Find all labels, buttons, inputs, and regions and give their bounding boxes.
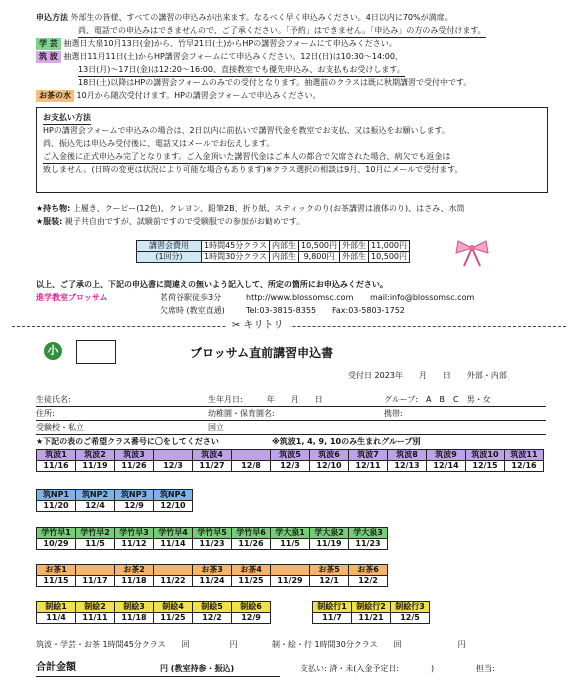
- fee-type: 外部生: [340, 241, 369, 252]
- class-date[interactable]: 12/9: [232, 613, 271, 624]
- class-date[interactable]: 12/10: [310, 461, 349, 472]
- tsukuba-row: [36, 51, 403, 63]
- class-date[interactable]: 12/15: [466, 461, 505, 472]
- class-header[interactable]: お茶5: [310, 565, 349, 576]
- school-url[interactable]: http://www.blossomsc.com: [246, 293, 354, 302]
- class-date[interactable]: 12/8: [232, 461, 271, 472]
- class-header[interactable]: 学大泉3: [349, 528, 388, 539]
- total-line-2: 制・絵・行 1時間30分クラス 回 円: [272, 640, 466, 649]
- dress-row: [36, 216, 304, 228]
- class-date[interactable]: 12/16: [505, 461, 544, 472]
- sum-underline: [36, 676, 280, 677]
- class-date[interactable]: 11/5: [271, 539, 310, 550]
- payment-line-4: 致しません。(日時の変更は状況により可能な場合もあります)※クラス選択の相談は9月、10月にメールで受付ます。: [43, 165, 463, 174]
- ochanomizu-row: [36, 90, 321, 102]
- divider: [36, 420, 546, 421]
- school-tel: Tel:03-3815-8355: [246, 306, 317, 315]
- class-date[interactable]: 11/18: [115, 613, 154, 624]
- class-header[interactable]: お茶6: [349, 565, 388, 576]
- ocha-table: [36, 564, 388, 587]
- tsukuba-text-3: 18日(土)以降はHPの講習会フォームのみでの受付となります。抽選前のクラスは既に秋期講習で受付中です。: [78, 78, 472, 87]
- method-text: 外部生の皆様、すべての講習の申込みが出来ます。なるべく早く申込みください。4日以内に70%が満席。: [70, 13, 453, 22]
- class-date[interactable]: 11/24: [193, 576, 232, 587]
- school-name: 進学教室ブロッサム: [36, 293, 108, 302]
- class-header[interactable]: お茶1: [37, 565, 76, 576]
- payment-line-1: HPの講習会フォームで申込みの場合は、2日以内に前払いで講習代金を教室でお支払、又は振込をお願いします。: [43, 126, 450, 135]
- exam-school-label: 受験校・私立: [36, 423, 84, 432]
- school-field-label: 幼稚園・保育園名:: [208, 409, 275, 418]
- class-date[interactable]: 12/4: [76, 501, 115, 512]
- ochanomizu-tag: お茶の水: [36, 90, 74, 102]
- class-date[interactable]: 12/2: [349, 576, 388, 587]
- fee-type: 内部生: [270, 241, 299, 252]
- class-header[interactable]: 学大泉2: [310, 528, 349, 539]
- absence-label: 欠席時 (教室直通): [160, 306, 225, 315]
- class-header[interactable]: 学大泉1: [271, 528, 310, 539]
- class-header[interactable]: 筑NP4: [154, 490, 193, 501]
- tsukuba-table: [36, 449, 544, 472]
- seikai-table: [36, 601, 271, 624]
- class-header[interactable]: 筑波7: [349, 450, 388, 461]
- class-header[interactable]: 学竹早3: [115, 528, 154, 539]
- class-header[interactable]: 学竹早1: [37, 528, 76, 539]
- class-date[interactable]: 11/19: [76, 461, 115, 472]
- class-header[interactable]: 制絵6: [232, 602, 271, 613]
- form-number-box[interactable]: [76, 340, 116, 364]
- class-header[interactable]: 制絵3: [115, 602, 154, 613]
- class-header[interactable]: 制絵2: [76, 602, 115, 613]
- payment-box: [36, 107, 548, 193]
- gakugei-tag: 学 芸: [36, 38, 61, 50]
- class-header[interactable]: 筑NP2: [76, 490, 115, 501]
- class-date[interactable]: 12/10: [154, 501, 193, 512]
- class-header[interactable]: 筑波9: [427, 450, 466, 461]
- payment-line-3: ご入金後に正式申込み完了となります。ご入金頂いた講習代金はご本人の都合で欠席された場合、病欠でも返金は: [43, 151, 450, 164]
- fee-value: 10,500円: [299, 241, 340, 252]
- fee-header-sub: (1回分): [137, 252, 202, 263]
- info-line-1: [36, 12, 453, 24]
- class-header[interactable]: 筑NP1: [37, 490, 76, 501]
- class-date[interactable]: 11/26: [115, 461, 154, 472]
- fee-value: 11,000円: [369, 241, 410, 252]
- ochanomizu-text: 10月から随次受付けます。HPの講習会フォームで申込みください。: [76, 91, 321, 100]
- class-header[interactable]: 筑波4: [193, 450, 232, 461]
- class-header[interactable]: お茶4: [232, 565, 271, 576]
- fee-class: 1時間45分クラス: [202, 241, 270, 252]
- grade-badge: 小: [44, 342, 62, 360]
- divider: [36, 434, 546, 435]
- class-header[interactable]: 学竹早2: [76, 528, 115, 539]
- fee-type: 内部生: [270, 252, 299, 263]
- tsukuba-tag: 筑 波: [36, 51, 61, 63]
- class-date[interactable]: 12/1: [310, 576, 349, 587]
- class-date[interactable]: 12/14: [427, 461, 466, 472]
- group-label: グループ: A B C 男・女: [384, 395, 491, 404]
- class-date[interactable]: 11/4: [37, 613, 76, 624]
- class-header[interactable]: 筑波10: [466, 450, 505, 461]
- gakugei-text: 抽選日大泉10月13日(金)から、竹早21日(土)からHPの講習会フォームにて申込みください。: [63, 39, 397, 48]
- class-date[interactable]: 11/21: [352, 613, 391, 624]
- ribbon-icon: [452, 238, 492, 268]
- class-header[interactable]: 制絵5: [193, 602, 232, 613]
- total-line-1: 筑波・学芸・お茶 1時間45分クラス 回 円: [36, 640, 238, 649]
- class-date[interactable]: 11/25: [232, 576, 271, 587]
- class-header[interactable]: 制絵1: [37, 602, 76, 613]
- class-header[interactable]: [232, 450, 271, 461]
- payment-line-2: 尚、振込先は申込み受付後に、電話又はメールでお伝えします。: [43, 139, 275, 148]
- tsukuba-text-2: 13日(月)～17日(金)は12:20～16:00、直接教室でも優先申込み、お支払もお受けします。: [78, 64, 405, 77]
- class-date[interactable]: 11/25: [154, 613, 193, 624]
- divider: [36, 406, 546, 407]
- class-date[interactable]: 10/29: [37, 539, 76, 550]
- gakugei-row: [36, 38, 397, 50]
- class-header[interactable]: [154, 450, 193, 461]
- class-date[interactable]: 11/11: [76, 613, 115, 624]
- class-date[interactable]: 12/11: [349, 461, 388, 472]
- instruction-note: ※筑波1, 4, 9, 10のみ生まれグループ別: [272, 437, 421, 446]
- fee-value: 9,800円: [299, 252, 340, 263]
- class-header[interactable]: 制絵4: [154, 602, 193, 613]
- class-date[interactable]: 11/29: [271, 576, 310, 587]
- class-date[interactable]: 11/5: [76, 539, 115, 550]
- class-header[interactable]: 筑波5: [271, 450, 310, 461]
- class-header[interactable]: 制絵行2: [352, 602, 391, 613]
- class-header[interactable]: 学竹早4: [154, 528, 193, 539]
- class-date[interactable]: 11/16: [37, 461, 76, 472]
- class-header[interactable]: [271, 565, 310, 576]
- receipt-date: 受付日 2023年 月 日 外部・内部: [348, 371, 507, 380]
- class-header[interactable]: 筑波3: [115, 450, 154, 461]
- class-header[interactable]: 制絵行1: [313, 602, 352, 613]
- fee-header: 講習会費用: [137, 241, 202, 252]
- class-header[interactable]: [154, 565, 193, 576]
- seikaigyo-table: [312, 601, 430, 624]
- bring-text: 上履き、クーピー(12色)、クレヨン、鉛筆2B、折り紙、スティックのり(お茶講習は液体のり)、はさみ、水筒: [72, 204, 465, 213]
- class-date[interactable]: 11/20: [37, 501, 76, 512]
- school-station: 茗荷谷駅徒歩3分: [160, 293, 222, 302]
- info-line-2: 尚、電話での申込みはできませんので、ご了承ください。「予約」はできません。「申込み」の方のみ受付けます。: [78, 25, 486, 38]
- class-date[interactable]: 11/22: [154, 576, 193, 587]
- dress-text: 親子共自由ですが、試験前ですので受験服での参加がお勧めです。: [64, 217, 305, 226]
- national-label: 国立: [208, 423, 224, 432]
- bring-label: ★持ち物:: [36, 204, 71, 213]
- class-header[interactable]: 筑波8: [388, 450, 427, 461]
- class-date[interactable]: 11/26: [232, 539, 271, 550]
- class-header[interactable]: 筑波6: [310, 450, 349, 461]
- method-label: 申込方法: [36, 13, 68, 22]
- class-header[interactable]: お茶3: [193, 565, 232, 576]
- class-date[interactable]: 11/27: [193, 461, 232, 472]
- class-date[interactable]: 12/13: [388, 461, 427, 472]
- class-header[interactable]: 制絵行3: [391, 602, 430, 613]
- class-date[interactable]: 11/17: [76, 576, 115, 587]
- np-table: [36, 489, 193, 512]
- payment-title: お支払い方法: [43, 112, 91, 125]
- class-date[interactable]: 12/3: [271, 461, 310, 472]
- class-header[interactable]: 筑波1: [37, 450, 76, 461]
- class-date[interactable]: 11/19: [310, 539, 349, 550]
- sum-suffix: 円 (教室持参・振込): [160, 664, 235, 673]
- fee-type: 外部生: [340, 252, 369, 263]
- class-header[interactable]: お茶2: [115, 565, 154, 576]
- note-line: 以上、ご了承の上、下記の申込書に間違えの無いよう記入して、所定の箇所にお申込みください。: [36, 280, 388, 289]
- class-date[interactable]: 12/9: [115, 501, 154, 512]
- gakugei-table: [36, 527, 388, 550]
- class-date[interactable]: 12/3: [154, 461, 193, 472]
- class-date[interactable]: 11/14: [154, 539, 193, 550]
- class-header[interactable]: 筑波11: [505, 450, 544, 461]
- dress-label: ★服装:: [36, 217, 63, 226]
- class-header[interactable]: [76, 565, 115, 576]
- birth-label: 生年月日: 年 月 日: [208, 395, 323, 404]
- school-mail[interactable]: mail:info@blossomsc.com: [370, 293, 475, 302]
- form-title: ブロッサム直前講習申込書: [190, 346, 334, 360]
- class-header[interactable]: 学竹早6: [232, 528, 271, 539]
- class-date[interactable]: 11/15: [37, 576, 76, 587]
- staff-label: 担当:: [476, 664, 495, 673]
- bring-row: [36, 203, 465, 215]
- fee-value: 10,500円: [369, 252, 410, 263]
- class-header[interactable]: 筑NP3: [115, 490, 154, 501]
- student-name-label: 生徒氏名:: [36, 395, 71, 404]
- class-date[interactable]: 11/23: [193, 539, 232, 550]
- mobile-label: 携帯:: [384, 409, 403, 418]
- tsukuba-text-1: 抽選日11月11日(土)からHP講習会フォームにて申込みください。12日(日)は10:30～14:00、: [63, 52, 403, 61]
- class-date[interactable]: 11/7: [313, 613, 352, 624]
- sum-label: 合計金額: [36, 662, 76, 673]
- class-date[interactable]: 12/5: [391, 613, 430, 624]
- class-header[interactable]: 学竹早5: [193, 528, 232, 539]
- instruction: ★下記の表のご希望クラス番号に〇をしてください: [36, 437, 219, 446]
- fee-class: 1時間30分クラス: [202, 252, 270, 263]
- cut-label: ✂ キリトリ: [226, 320, 290, 332]
- class-date[interactable]: 12/2: [193, 613, 232, 624]
- fee-table: [136, 240, 410, 263]
- class-header[interactable]: 筑波2: [76, 450, 115, 461]
- class-date[interactable]: 11/18: [115, 576, 154, 587]
- class-date[interactable]: 11/23: [349, 539, 388, 550]
- class-date[interactable]: 11/12: [115, 539, 154, 550]
- address-label: 住所:: [36, 409, 55, 418]
- payment-status: 支払い: 済・未(入金予定日: ): [300, 664, 435, 673]
- school-fax: Fax:03-5803-1752: [332, 306, 405, 315]
